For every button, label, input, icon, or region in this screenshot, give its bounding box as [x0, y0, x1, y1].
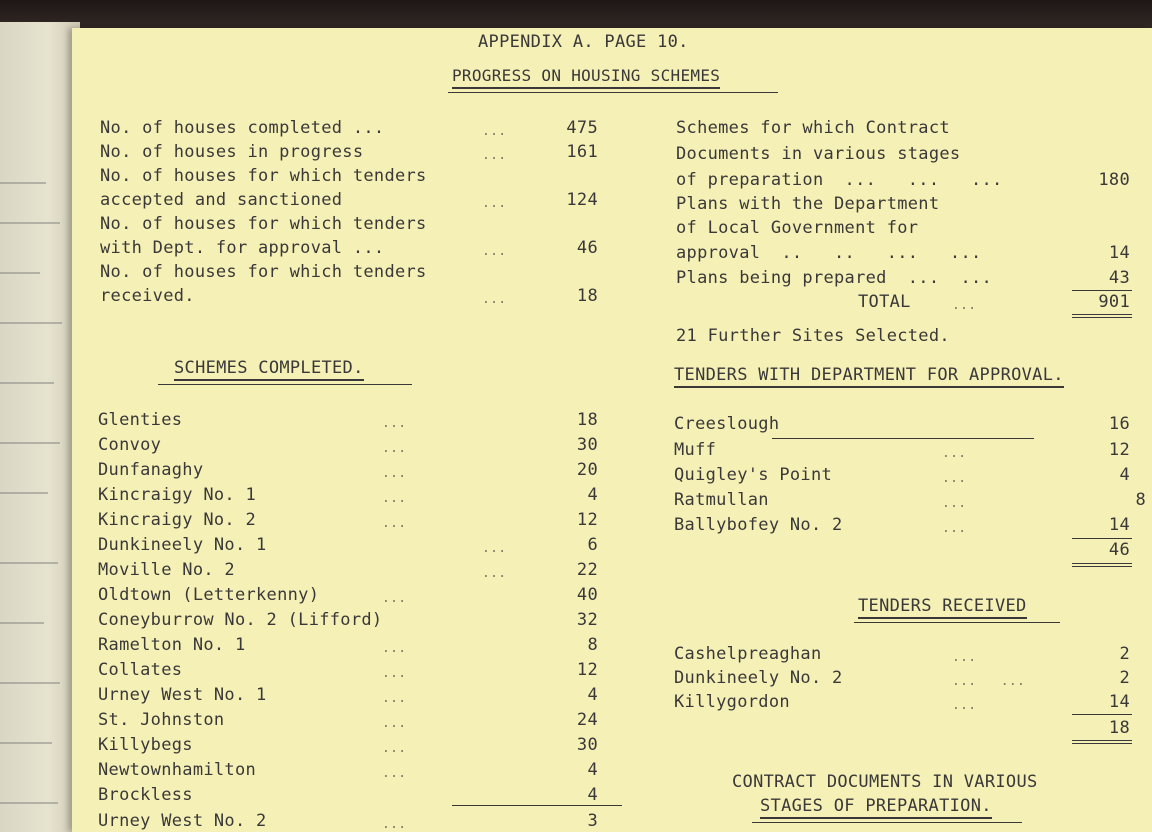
summary-label: Schemes for which Contract — [676, 118, 950, 138]
list-item-value: 4 — [587, 760, 598, 780]
summary-label: No. of houses in progress — [100, 142, 364, 162]
list-item-name: Moville No. 2 — [98, 560, 235, 580]
list-item-value: 22 — [576, 560, 598, 580]
list-item-name: Oldtown (Letterkenny) — [98, 585, 320, 605]
list-item-value: 32 — [576, 610, 598, 630]
list-item-name: Cashelpreaghan — [674, 644, 822, 664]
list-item-value: 4 — [587, 785, 598, 805]
underlying-text-line — [0, 322, 62, 324]
summary-value: 475 — [566, 118, 598, 138]
leader-dots: ... — [382, 666, 407, 681]
column-rule — [772, 438, 1034, 439]
list-item-value: 14 — [1108, 515, 1130, 535]
list-item-value: 30 — [576, 735, 598, 755]
underlying-text-line — [0, 682, 60, 684]
leader-dots: ... — [482, 244, 507, 259]
leader-dots: ... — [382, 716, 407, 731]
leader-dots: ... — [942, 496, 967, 511]
leader-dots: ... — [382, 691, 407, 706]
list-item-value: 8 — [1135, 490, 1146, 510]
total-value: 901 — [1098, 292, 1130, 312]
typewritten-page — [72, 28, 1152, 832]
list-item-name: Newtownhamilton — [98, 760, 257, 780]
page-reference: APPENDIX A. PAGE 10. — [478, 32, 689, 52]
list-item-name: Quigley's Point — [674, 465, 833, 485]
list-item-name: Killybegs — [98, 735, 193, 755]
summary-label: accepted and sanctioned — [100, 190, 343, 210]
leader-dots: ... — [382, 516, 407, 531]
leader-dots: ... — [482, 292, 507, 307]
list-item-value: 12 — [1108, 440, 1130, 460]
list-item-value: 4 — [587, 685, 598, 705]
contract-docs-heading-line2: STAGES OF PREPARATION. — [760, 796, 992, 819]
list-item-value: 18 — [576, 410, 598, 430]
list-item-name: Glenties — [98, 410, 183, 430]
list-item-value: 24 — [576, 710, 598, 730]
leader-dots: ... — [382, 466, 407, 481]
summary-value: 43 — [1108, 268, 1130, 288]
summary-label: approval .. .. ... ... — [676, 243, 982, 263]
list-item-name: Dunfanaghy — [98, 460, 204, 480]
underlying-text-line — [0, 622, 44, 624]
list-item-name: Ballybofey No. 2 — [674, 515, 843, 535]
page-title: PROGRESS ON HOUSING SCHEMES — [452, 66, 720, 89]
summary-label: No. of houses completed ... — [100, 118, 385, 138]
summary-label: with Dept. for approval ... — [100, 238, 385, 258]
underlying-text-line — [0, 562, 58, 564]
total-rule — [1072, 314, 1132, 315]
list-item-value: 14 — [1108, 692, 1130, 712]
underlying-text-line — [0, 272, 40, 274]
list-item-value: 16 — [1108, 414, 1130, 434]
leader-dots: ... — [952, 650, 977, 665]
total-rule — [1072, 290, 1132, 291]
list-item-value: 6 — [587, 535, 598, 555]
list-item-name: Kincraigy No. 1 — [98, 485, 257, 505]
summary-label: received. — [100, 286, 195, 306]
underlying-text-line — [0, 442, 60, 444]
summary-value: 14 — [1108, 243, 1130, 263]
underlying-page-edge — [0, 22, 80, 832]
list-item-name: Convoy — [98, 435, 162, 455]
summary-label: No. of houses for which tenders — [100, 262, 427, 282]
summary-label: of preparation ... ... ... — [676, 170, 1003, 190]
list-item-name: St. Johnston — [98, 710, 225, 730]
total-rule — [1072, 740, 1132, 741]
tenders-with-dept-total: 46 — [1108, 540, 1130, 560]
list-item-value: 4 — [587, 485, 598, 505]
list-item-name: Creeslough — [674, 414, 780, 434]
leader-dots: ... — [382, 641, 407, 656]
summary-label: No. of houses for which tenders — [100, 166, 427, 186]
leader-dots: ... — [942, 446, 967, 461]
underlying-text-line — [0, 222, 60, 224]
summary-label: No. of houses for which tenders — [100, 214, 427, 234]
leader-dots: ... — [382, 591, 407, 606]
summary-value: 161 — [566, 142, 598, 162]
leader-dots: ... — [382, 441, 407, 456]
list-item-name: Ratmullan — [674, 490, 769, 510]
underlying-text-line — [0, 382, 54, 384]
list-item-name: Ramelton No. 1 — [98, 635, 246, 655]
underlying-text-line — [0, 182, 46, 184]
list-item-value: 12 — [576, 660, 598, 680]
leader-dots: ... — [382, 741, 407, 756]
total-rule — [1072, 743, 1132, 744]
total-rule — [1072, 566, 1132, 567]
total-rule — [1072, 714, 1132, 715]
list-item-name: Coneyburrow No. 2 (Lifford) — [98, 610, 383, 630]
list-item-name: Brockless — [98, 785, 193, 805]
total-label: TOTAL — [858, 292, 911, 312]
list-item-name: Dunkineely No. 1 — [98, 535, 267, 555]
heading-rule — [752, 822, 1022, 823]
leader-dots: ... — [942, 521, 967, 536]
list-item-value: 12 — [576, 510, 598, 530]
list-item-name: Urney West No. 1 — [98, 685, 267, 705]
summary-value: 124 — [566, 190, 598, 210]
total-rule — [1072, 538, 1132, 539]
leader-dots: ... — [482, 566, 507, 581]
list-item-value: 2 — [1119, 644, 1130, 664]
leader-dots: ... — [952, 298, 977, 313]
summary-label: of Local Government for — [676, 218, 919, 238]
total-rule — [1072, 563, 1132, 564]
leader-dots: ... — [482, 196, 507, 211]
summary-value: 18 — [576, 286, 598, 306]
summary-value: 180 — [1098, 170, 1130, 190]
underlying-text-line — [0, 492, 48, 494]
list-item-value: 8 — [587, 635, 598, 655]
heading-rule — [158, 384, 412, 385]
list-item-name: Collates — [98, 660, 183, 680]
list-item-name: Kincraigy No. 2 — [98, 510, 257, 530]
leader-dots: ... — [952, 698, 977, 713]
heading-rule — [854, 622, 1060, 623]
list-item-name: Muff — [674, 440, 717, 460]
list-item-value: 30 — [576, 435, 598, 455]
summary-value: 46 — [576, 238, 598, 258]
tenders-received-total: 18 — [1108, 718, 1130, 738]
leader-dots: ... — [942, 471, 967, 486]
leader-dots: ... — [382, 416, 407, 431]
leader-dots: ... — [382, 766, 407, 781]
leader-dots: ... — [482, 148, 507, 163]
total-rule — [1072, 317, 1132, 318]
tenders-received-heading: TENDERS RECEIVED — [858, 596, 1027, 619]
leader-dots: ... — [382, 817, 407, 832]
leader-dots: ... — [482, 124, 507, 139]
contract-docs-heading-line1: CONTRACT DOCUMENTS IN VARIOUS — [732, 772, 1038, 792]
leader-dots: ... ... — [952, 674, 1026, 689]
summary-label: Documents in various stages — [676, 144, 961, 164]
schemes-completed-heading: SCHEMES COMPLETED. — [174, 358, 364, 381]
summary-label: Plans with the Department — [676, 194, 940, 214]
list-item-value: 2 — [1119, 668, 1130, 688]
list-item-value: 4 — [1119, 465, 1130, 485]
title-double-rule — [448, 92, 778, 93]
list-item-name: Killygordon — [674, 692, 790, 712]
column-rule — [452, 805, 622, 806]
list-item-value: 3 — [587, 811, 598, 831]
list-item-value: 40 — [576, 585, 598, 605]
further-sites-note: 21 Further Sites Selected. — [676, 326, 950, 346]
list-item-value: 20 — [576, 460, 598, 480]
list-item-name: Dunkineely No. 2 — [674, 668, 843, 688]
underlying-text-line — [0, 742, 52, 744]
summary-label: Plans being prepared ... ... — [676, 268, 993, 288]
tenders-with-dept-heading: TENDERS WITH DEPARTMENT FOR APPROVAL. — [674, 365, 1064, 388]
underlying-text-line — [0, 802, 58, 804]
leader-dots: ... — [382, 491, 407, 506]
leader-dots: ... — [482, 541, 507, 556]
list-item-name: Urney West No. 2 — [98, 811, 267, 831]
